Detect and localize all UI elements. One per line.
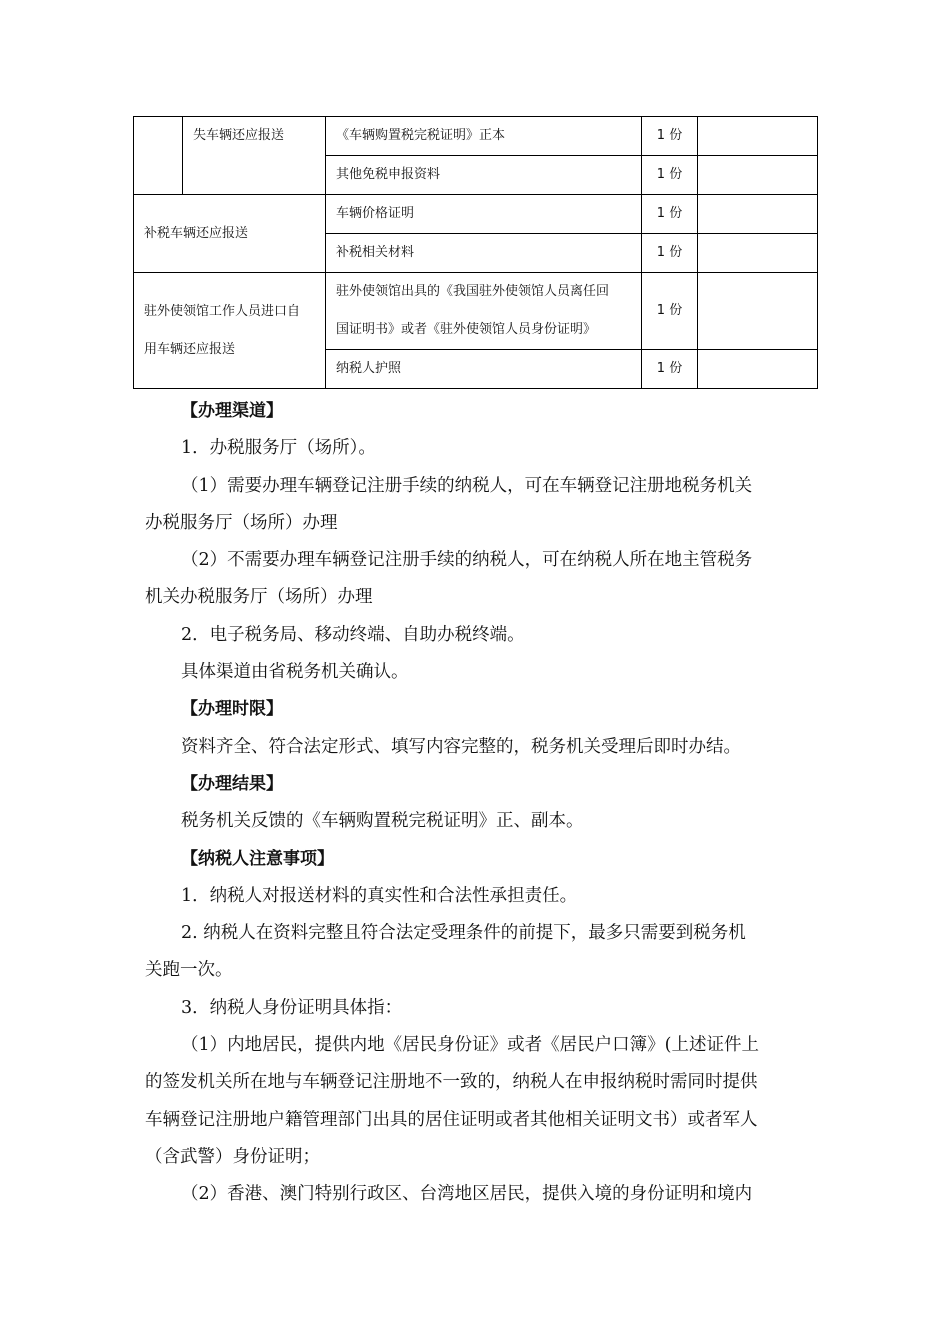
- para-1: 1．办税服务厅（场所）。: [181, 438, 376, 459]
- para-11c: 车辆登记注册地户籍管理部门出具的居住证明或者其他相关证明文书）或者军人: [145, 1109, 758, 1130]
- row5-label: [134, 273, 326, 389]
- para-6: 资料齐全、符合法定形式、填写内容完整的，税务机关受理后即时办结。: [181, 736, 741, 757]
- para-5: 具体渠道由省税务机关确认。: [181, 662, 409, 683]
- materials-table: [133, 116, 818, 389]
- para-2a: （1）需要办理车辆登记注册手续的纳税人，可在车辆登记注册地税务机关: [181, 475, 753, 496]
- para-4: 2．电子税务局、移动终端、自助办税终端。: [181, 624, 525, 645]
- heading-result: 【办理结果】: [181, 773, 283, 794]
- row3-qty: 1 份: [642, 195, 698, 234]
- row3-label: 补税车辆还应报送: [134, 195, 326, 273]
- blank-cell: [134, 117, 183, 195]
- para-11b: 的签发机关所在地与车辆登记注册地不一致的，纳税人在申报纳税时需同时提供: [145, 1072, 758, 1093]
- row6-qty: 1 份: [642, 350, 698, 389]
- para-9b: 关跑一次。: [145, 960, 233, 981]
- row5-doc-line1: 驻外使领馆出具的《我国驻外使领馆人员离任回: [336, 284, 610, 299]
- row1-note: [698, 117, 818, 156]
- row6-doc: 纳税人护照: [326, 350, 642, 389]
- row5-label-line1: 驻外使领馆工作人员进口自: [144, 303, 301, 319]
- row5-label-line2: 用车辆还应报送: [144, 341, 236, 357]
- row4-doc: 补税相关材料: [326, 234, 642, 273]
- row6-note: [698, 350, 818, 389]
- para-3b: 机关办税服务厅（场所）办理: [145, 587, 373, 608]
- row4-qty: 1 份: [642, 234, 698, 273]
- row5-qty: 1 份: [642, 273, 698, 350]
- para-3a: （2）不需要办理车辆登记注册手续的纳税人，可在纳税人所在地主管税务: [181, 550, 753, 571]
- row5-doc-line2: 国证明书》或者《驻外使领馆人员身份证明》: [336, 322, 597, 337]
- row4-note: [698, 234, 818, 273]
- row2-note: [698, 156, 818, 195]
- para-11d: （含武警）身份证明；: [145, 1146, 320, 1167]
- row5-doc: [326, 273, 642, 350]
- row1-label: 失车辆还应报送: [183, 117, 326, 195]
- row2-doc: 其他免税申报资料: [326, 156, 642, 195]
- para-12: （2）香港、澳门特别行政区、台湾地区居民，提供入境的身份证明和境内: [181, 1184, 753, 1205]
- row2-qty: 1 份: [642, 156, 698, 195]
- para-9a: 2. 纳税人在资料完整且符合法定受理条件的前提下，最多只需要到税务机: [181, 923, 746, 944]
- para-8: 1．纳税人对报送材料的真实性和合法性承担责任。: [181, 885, 578, 906]
- row3-note: [698, 195, 818, 234]
- document-body: [145, 393, 817, 1214]
- row5-note: [698, 273, 818, 350]
- row1-qty: 1 份: [642, 117, 698, 156]
- heading-notes: 【纳税人注意事项】: [181, 848, 334, 869]
- heading-time: 【办理时限】: [181, 699, 283, 720]
- row3-doc: 车辆价格证明: [326, 195, 642, 234]
- para-10: 3．纳税人身份证明具体指：: [181, 997, 403, 1018]
- heading-channel: 【办理渠道】: [181, 401, 283, 421]
- para-7: 税务机关反馈的《车辆购置税完税证明》正、副本。: [181, 811, 584, 832]
- para-2b: 办税服务厅（场所）办理: [145, 512, 338, 533]
- row1-doc: 《车辆购置税完税证明》正本: [326, 117, 642, 156]
- para-11a: （1）内地居民，提供内地《居民身份证》或者《居民户口簿》(上述证件上: [181, 1035, 759, 1056]
